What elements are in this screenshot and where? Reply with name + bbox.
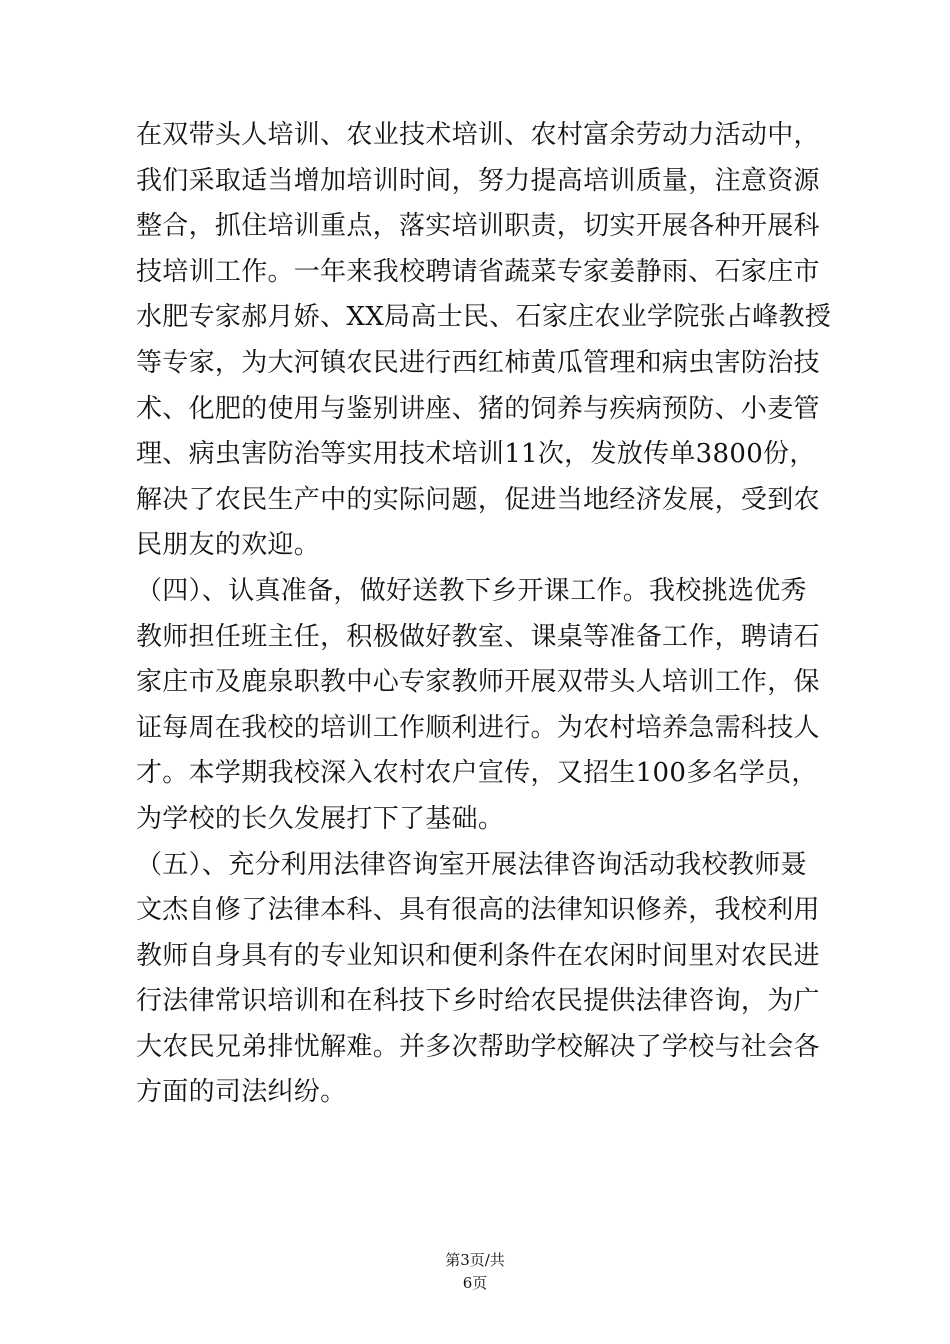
text-line: 在双带头人培训、农业技术培训、农村富余劳动力活动中， [136, 120, 820, 150]
text-line: 理、病虫害防治等实用技术培训11次，发放传单3800份， [136, 439, 816, 470]
text-line: 行法律常识培训和在科技下乡时给农民提供法律咨询，为广 [136, 986, 820, 1017]
text-line: 我们采取适当增加培训时间，努力提高培训质量，注意资源 [136, 165, 820, 196]
text-line: 才。本学期我校深入农村农户宣传，又招生100多名学员， [136, 758, 818, 789]
text-line: 大农民兄弟排忧解难。并多次帮助学校解决了学校与社会各 [136, 1031, 820, 1062]
text-line: 整合，抓住培训重点，落实培训职责，切实开展各种开展科 [136, 211, 820, 242]
text-line: 术、化肥的使用与鉴别讲座、猪的饲养与疾病预防、小麦管 [136, 393, 820, 424]
text-line: 家庄市及鹿泉职教中心专家教师开展双带头人培训工作，保 [136, 667, 820, 698]
text-line: 教师自身具有的专业知识和便利条件在农闲时间里对农民进 [136, 940, 820, 971]
text-line: 水肥专家郝月娇、XX局高士民、石家庄农业学院张占峰教授 [136, 302, 832, 333]
text-line: 等专家，为大河镇农民进行西红柿黄瓜管理和病虫害防治技 [136, 347, 820, 378]
text-line: 方面的司法纠纷。 [136, 1077, 347, 1108]
text-line: 教师担任班主任，积极做好教室、课桌等准备工作，聘请石 [136, 621, 820, 652]
text-line: 文杰自修了法律本科、具有很高的法律知识修养，我校利用 [136, 895, 820, 926]
text-line: （四）、认真准备，做好送教下乡开课工作。我校挑选优秀 [136, 575, 807, 606]
text-line: （五）、充分利用法律咨询室开展法律咨询活动我校教师聂 [136, 849, 807, 880]
text-line: 民朋友的欢迎。 [136, 530, 321, 561]
text-line: 为学校的长久发展打下了基础。 [136, 803, 505, 834]
page-number-line-2: 6页 [462, 1274, 488, 1292]
text-line: 技培训工作。一年来我校聘请省蔬菜专家姜静雨、石家庄市 [136, 256, 820, 287]
page-number-line-1: 第3页/共 [445, 1251, 505, 1269]
text-line: 解决了农民生产中的实际问题，促进当地经济发展，受到农 [136, 484, 820, 515]
body-text [136, 113, 832, 1116]
text-line: 证每周在我校的培训工作顺利进行。为农村培养急需科技人 [136, 712, 820, 743]
